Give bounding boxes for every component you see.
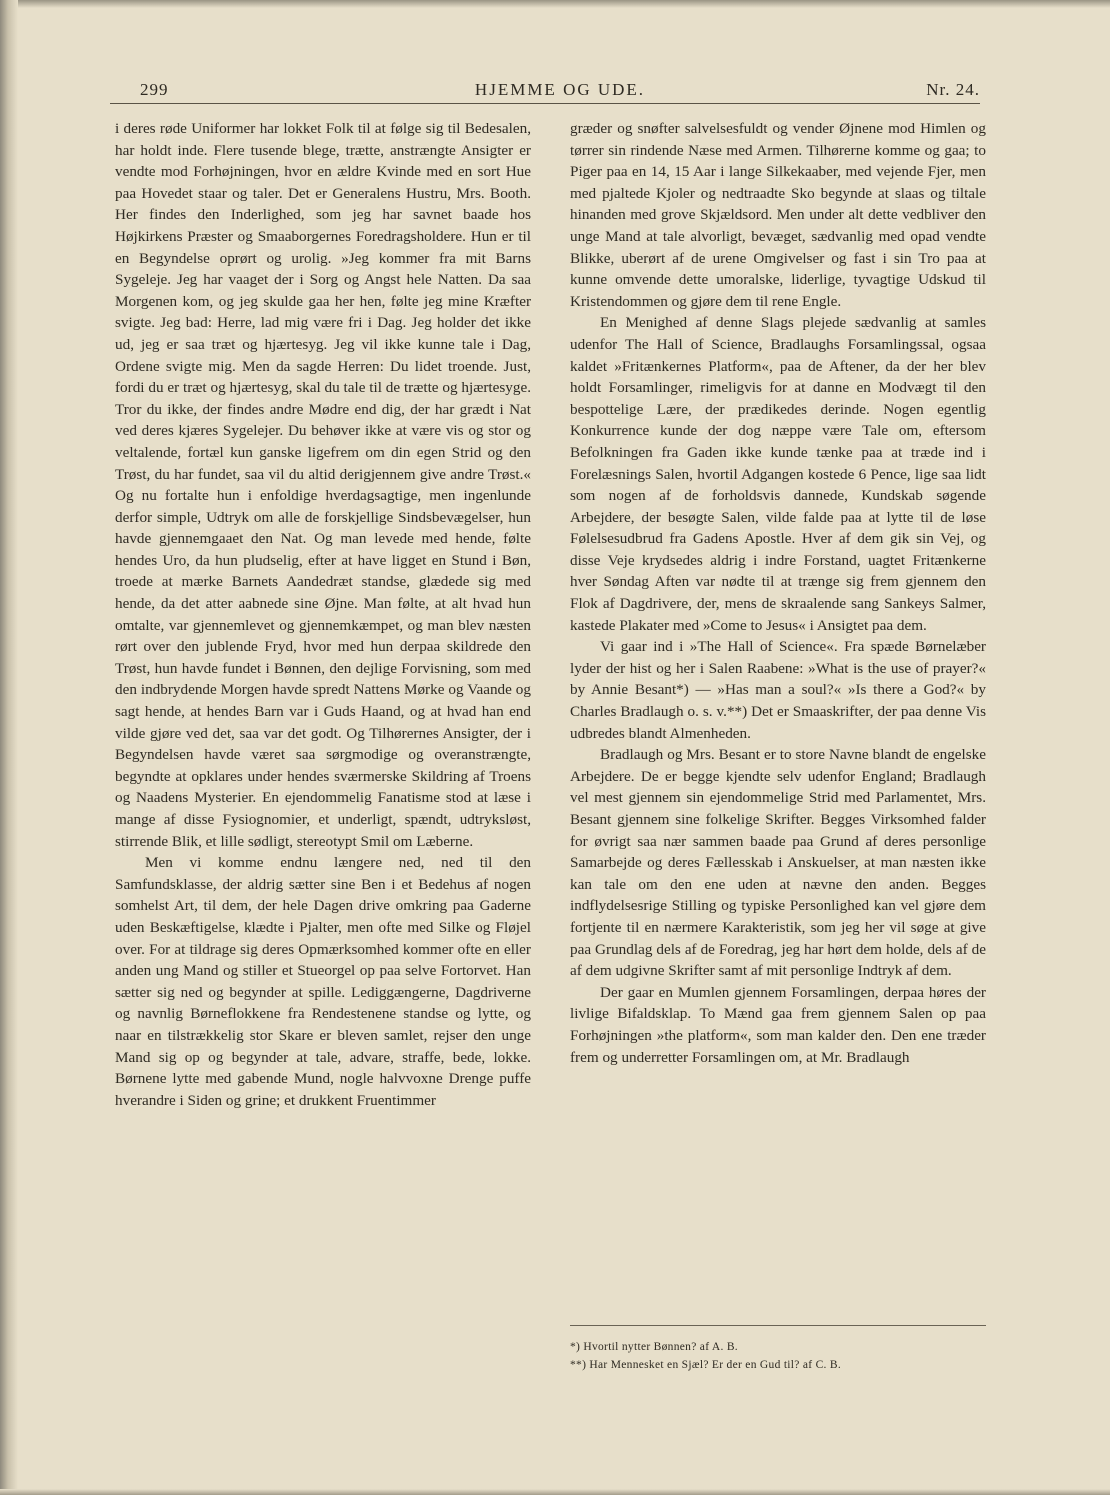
- footnote: *) Hvortil nytter Bønnen? af A. B.: [570, 1341, 738, 1353]
- paragraph: Vi gaar ind i »The Hall of Science«. Fra spæde Børnelæber lyder der hist og her i Salen Raabene: »What is the use of prayer?« by Annie Besant*) — »Has man a soul?« »Is there a God?« by Charles Bradlaugh o. s. v.**) Det er Smaaskrifter, der paa denne Vis udbredes blandt Almenheden.: [570, 638, 986, 742]
- paragraph: En Menighed af denne Slags plejede sædvanlig at samles udenfor The Hall of Science, Bradlaughs Forsamlingssal, ogsaa kaldet »Fritænkernes Platform«, paa de Aftener, da der her blev holdt Forsamlinger, rimeligvis for at danne en Modvægt til den bespottelige Lære, der prædikedes derinde. Nogen egentlig Konkurrence kunde der dog næppe være Tale om, eftersom Befolkningen fra Gaden ikke kunde tænke paa at træde ind i Forelæsnings Salen, hvortil Adgangen kostede 6 Pence, lige saa lidt som nogen af de forholdsvis dannede, Kundskab søgende Arbejdere, der besøgte Salen, vilde falde paa at lytte til de løse Følelsesudbrud fra Gadens Apostle. Hver af dem gik sin Vej, og disse Veje krydsedes aldrig i indre Forstand, uagtet Fritænkerne hver Søndag Aften var nødte til at trænge sig frem gjennem den Flok af Dagdrivere, der, mens de skraalende sang Sankeys Salmer, kastede Plakater med »Come to Jesus« i Ansigtet paa dem.: [570, 314, 986, 634]
- page-bottom-edge: [0, 1489, 1110, 1495]
- left-column: [115, 118, 531, 1111]
- page-binding-edge: [0, 0, 18, 1495]
- footnotes: [570, 1325, 986, 1374]
- page-number: 299: [140, 80, 169, 99]
- page-top-edge: [0, 0, 1110, 8]
- footnote: **) Har Mennesket en Sjæl? Er der en Gud til? af C. B.: [570, 1359, 842, 1371]
- issue-number: Nr. 24.: [926, 80, 980, 99]
- paragraph: Men vi komme endnu længere ned, ned til den Samfundsklasse, der aldrig sætter sine Ben i et Bedehus af nogen somhelst Art, til dem, der hele Dagen drive omkring paa Gaderne uden Beskæftigelse, klædte i Pjalter, men ofte med Silke og Fløjel over. For at tildrage sig deres Opmærksomhed kommer ofte en eller anden ung Mand og stiller et Stueorgel op paa selve Fortorvet. Han sætter sig ned og begynder at spille. Lediggængerne, Dagdriverne og navnlig Børneflokkene fra Rendestenene standse og lytte, og naar en tilstrækkelig stor Skare er bleven samlet, rejser den unge Mand sig op og begynder at tale, advare, straffe, bede, lokke. Børnene lytte med gabende Mund, nogle halvvoxne Drenge puffe hverandre i Siden og grine; et drukkent Fruentimmer: [115, 854, 531, 1109]
- paragraph: Der gaar en Mumlen gjennem Forsamlingen, derpaa høres der livlige Bifaldsklap. To Mænd gaa frem gjennem Salen op paa Forhøjningen »the platform«, som man kalder den. Den ene træder frem og underretter Forsamlingen om, at Mr. Bradlaugh: [570, 983, 986, 1066]
- paragraph: Bradlaugh og Mrs. Besant er to store Navne blandt de engelske Arbejdere. De er begge kjendte selv udenfor England; Bradlaugh vel mest gjennem sin ejendommelige Strid med Parlamentet, Mrs. Besant gjennem sine folkelige Skrifter. Begges Virksomhed falder for øvrigt saa nær sammen baade paa Grund af deres personlige Samarbejde og deres Fællesskab i Anskuelser, at man næsten ikke kan tale om den ene uden at nævne den anden. Begges indflydelsesrige Stilling og typiske Personlighed kan vel gjøre dem fortjente til en nærmere Karakteristik, som jeg her vil søge at give paa Grundlag dels af de Foredrag, jeg har hørt dem holde, dels af de af dem udgivne Skrifter samt af mit personlige Indtryk af dem.: [570, 746, 986, 980]
- journal-title: HJEMME OG UDE.: [474, 80, 646, 99]
- paragraph: i deres røde Uniformer har lokket Folk til at følge sig til Bedesalen, har holdt inde. Flere tusende blege, trætte, anstrængte Ansigter er vendte mod Forhøjningen, hvor en ældre Kvinde med en sort Hue paa Hovedet staar og taler. Det er Generalens Hustru, Mrs. Booth. Her findes den Inderlighed, som jeg har savnet baade hos Højkirkens Præster og Smaaborgernes Foredragsholdere. Hun er til en Begyndelse oprørt og urolig. »Jeg kommer fra mit Barns Sygeleje. Jeg har vaaget der i Sorg og Angst hele Natten. Da saa Morgenen kom, og jeg skulde gaa her hen, følte jeg mine Kræfter svigte. Jeg bad: Herre, lad mig være fri i Dag. Jeg holder det ikke ud, jeg er saa træt og hjærtesyg. Jeg vil ikke kunne tale i Dag, Ordene svigte mig. Men da sagde Herren: Du lidet troende. Just, fordi du er træt og hjærtesyg, skal du tale til de trætte og hjærtesyge. Tror du ikke, der findes andre Mødre end dig, der har grædt i Nat ved deres kjæres Sygelejer. Du behøver ikke at være vis og stor og veltalende, fortæl kun ganske ligefrem om din egen Strid og den Trøst, du har fundet, saa vil du altid derigjennem give andre Trøst.« Og nu fortalte hun i enfoldige hverdagsagtige, men ingenlunde derfor simple, Udtryk om alle de forskjellige Sindsbevægelser, hun havde gjennemgaaet den Nat. Og man levede med hende, følte hendes Uro, da hun pludselig, efter at have ligget en Stund i Bøn, troede at mærke Barnets Aandedræt standse, glædede sig med hende, da det atter aabnede sine Øjne. Man følte, at alt hvad hun omtalte, var gjennemlevet og gjennemkæmpet, og man blev næsten rørt over den jublende Fryd, hvor med hun derpaa skildrede den Trøst, hun havde fundet i Bønnen, den dejlige Forvisning, som med den indbrydende Morgen havde spredt Nattens Mørke og Vaande og sagt hende, at hendes Barn var i Guds Haand, og at hvad han end vilde gjøre ved det, saa var det godt. Og Tilhørernes Ansigter, der i Begyndelsen havde været saa sørgmodige og overanstrængte, begyndte at opklares under hendes sværmerske Skildring af Troens og Naadens Mysterier. En ejendommelig Fanatisme stod at læse i mange af disse Fysiognomier, et underligt, spændt, udtryksløst, stirrende Blik, et lille sødligt, stereotypt Smil om Læberne.: [115, 120, 531, 850]
- header-rule: [110, 103, 980, 104]
- paragraph: græder og snøfter salvelsesfuldt og vender Øjnene mod Himlen og tørrer sin rindende Næse med Armen. Tilhørerne komme og gaa; to Piger paa en 14, 15 Aar i lange Silkekaaber, med vejende Fjer, men med pjaltede Kjoler og nedtraadte Sko begynde at slaas og tiltale hinanden med grove Skjældsord. Men under alt dette vedbliver den unge Mand at tale alvorligt, bevæget, sædvanlig med opad vendte Blikke, uberørt af de urene Omgivelser og fast i sin Tro paa at kunne omvende dette umoralske, liderlige, tyvagtige Udskud til Kristendommen og gjøre dem til rene Engle.: [570, 120, 986, 310]
- right-column: [570, 118, 986, 1068]
- running-header: [140, 76, 980, 104]
